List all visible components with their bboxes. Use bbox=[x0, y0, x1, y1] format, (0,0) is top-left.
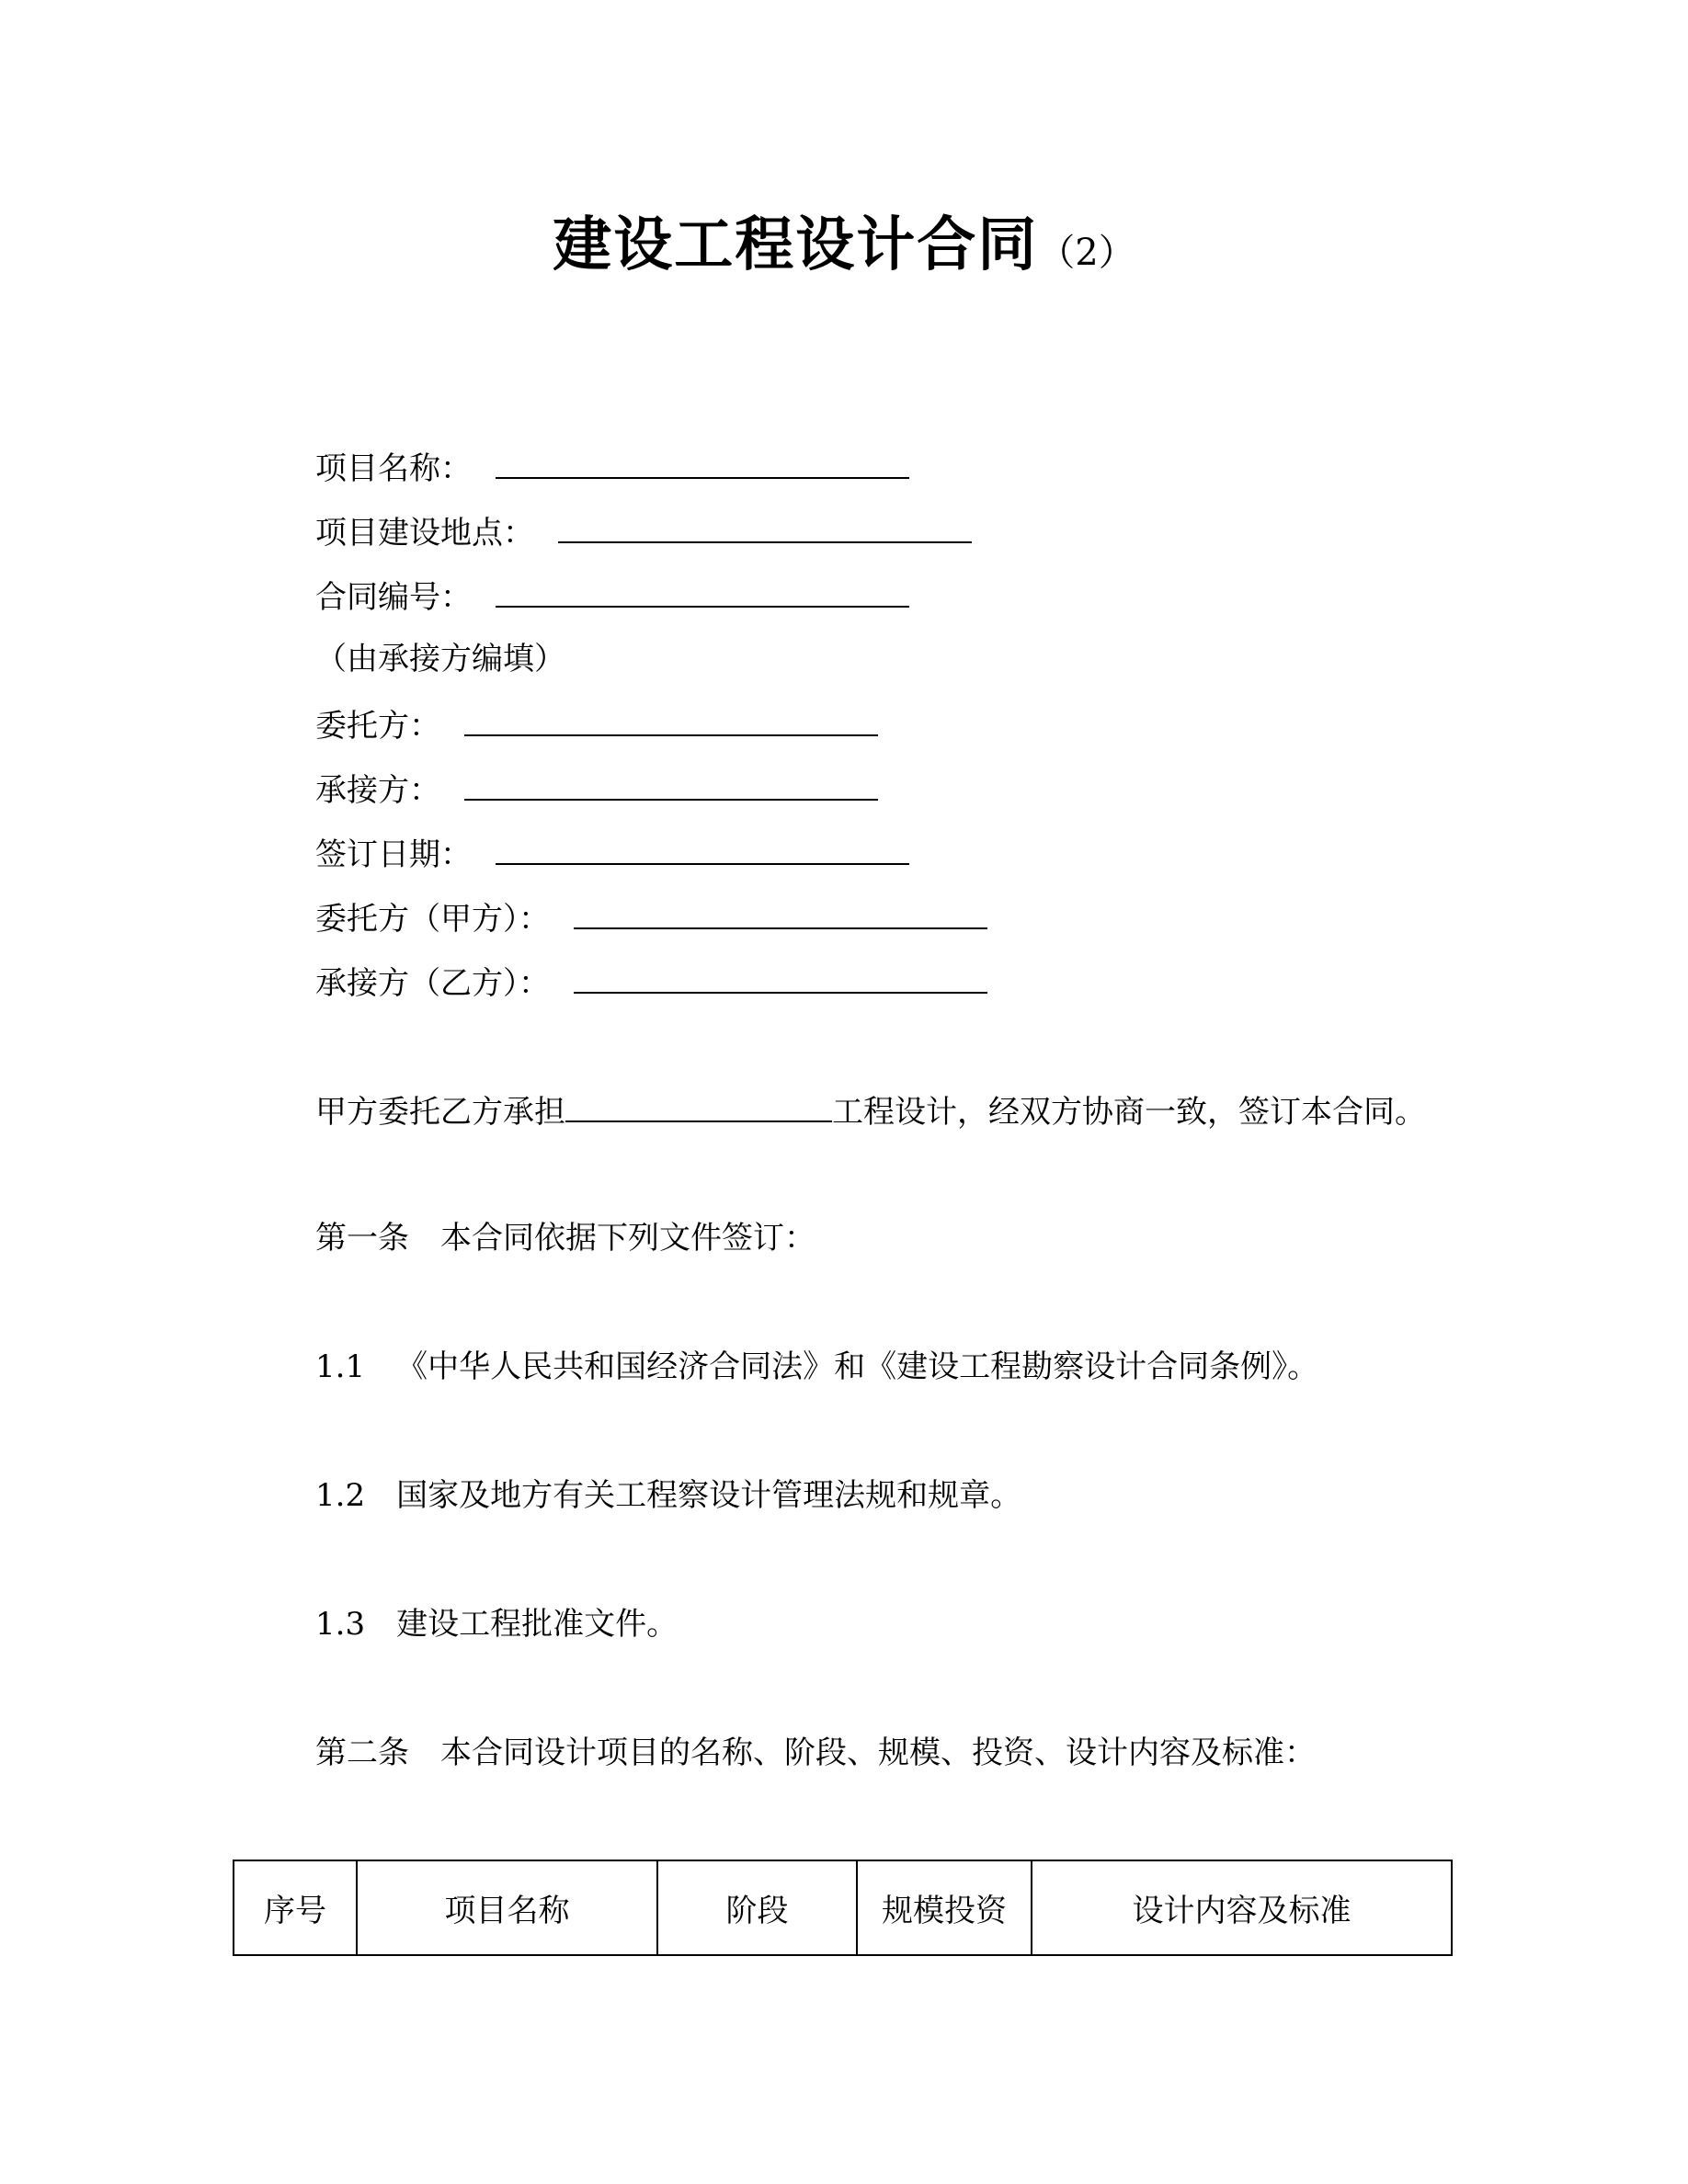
field-client bbox=[315, 703, 878, 746]
article-title: 本合同依据下列文件签订： bbox=[440, 1220, 815, 1257]
project-location-blank[interactable] bbox=[558, 510, 972, 543]
clause-number: 1.2 bbox=[315, 1477, 366, 1514]
clause-number: 1.3 bbox=[315, 1606, 366, 1643]
field-note-text: （由承接方编填） bbox=[315, 641, 565, 677]
col-header-index: 序号 bbox=[234, 1860, 357, 1955]
article-number: 第二条 bbox=[315, 1735, 409, 1771]
clause-1-2 bbox=[315, 1475, 1021, 1516]
client-blank[interactable] bbox=[464, 703, 878, 736]
field-party-b bbox=[315, 961, 987, 1004]
project-scope-blank[interactable] bbox=[565, 1089, 832, 1122]
field-note bbox=[315, 639, 565, 679]
party-b-blank[interactable] bbox=[574, 961, 987, 994]
field-label: 项目名称： bbox=[315, 450, 472, 487]
clause-1-1 bbox=[315, 1347, 1318, 1387]
col-header-design-content: 设计内容及标准 bbox=[1032, 1860, 1452, 1955]
intro-paragraph bbox=[315, 1089, 1426, 1132]
intro-prefix: 甲方委托乙方承担 bbox=[315, 1094, 565, 1131]
intro-suffix: 工程设计，经双方协商一致，签订本合同。 bbox=[832, 1094, 1426, 1131]
clause-1-3 bbox=[315, 1604, 678, 1644]
article-number: 第一条 bbox=[315, 1220, 409, 1257]
document-title bbox=[0, 198, 1688, 282]
clause-text: 《中华人民共和国经济合同法》和《建设工程勘察设计合同条例》。 bbox=[396, 1348, 1319, 1385]
project-name-blank[interactable] bbox=[496, 446, 909, 479]
field-label: 项目建设地点： bbox=[315, 515, 534, 552]
article-2-heading bbox=[315, 1733, 1316, 1773]
field-signing-date bbox=[315, 832, 909, 875]
design-items-table bbox=[233, 1860, 1453, 1956]
field-label: 签订日期： bbox=[315, 836, 472, 873]
field-project-location bbox=[315, 510, 972, 553]
clause-number: 1.1 bbox=[315, 1348, 366, 1385]
title-suffix: （2） bbox=[1038, 232, 1135, 274]
contractor-blank[interactable] bbox=[464, 768, 878, 801]
field-contractor bbox=[315, 768, 878, 811]
field-label: 委托方（甲方）： bbox=[315, 901, 550, 938]
col-header-project-name: 项目名称 bbox=[357, 1860, 657, 1955]
title-text: 建设工程设计合同 bbox=[553, 211, 1039, 279]
party-a-blank[interactable] bbox=[574, 896, 987, 929]
article-title: 本合同设计项目的名称、阶段、规模、投资、设计内容及标准： bbox=[440, 1735, 1316, 1771]
clause-text: 国家及地方有关工程察设计管理法规和规章。 bbox=[396, 1477, 1022, 1514]
field-label: 合同编号： bbox=[315, 579, 472, 616]
field-label: 委托方： bbox=[315, 708, 440, 745]
article-1-heading bbox=[315, 1218, 815, 1258]
field-label: 承接方（乙方）： bbox=[315, 965, 550, 1002]
clause-text: 建设工程批准文件。 bbox=[396, 1606, 679, 1643]
contract-number-blank[interactable] bbox=[496, 574, 909, 608]
col-header-stage: 阶段 bbox=[657, 1860, 857, 1955]
field-project-name bbox=[315, 446, 909, 489]
field-label: 承接方： bbox=[315, 772, 440, 809]
signing-date-blank[interactable] bbox=[496, 832, 909, 865]
table-header-row bbox=[234, 1860, 1452, 1955]
col-header-scale-investment: 规模投资 bbox=[857, 1860, 1032, 1955]
field-party-a bbox=[315, 896, 987, 939]
field-contract-number bbox=[315, 574, 909, 618]
